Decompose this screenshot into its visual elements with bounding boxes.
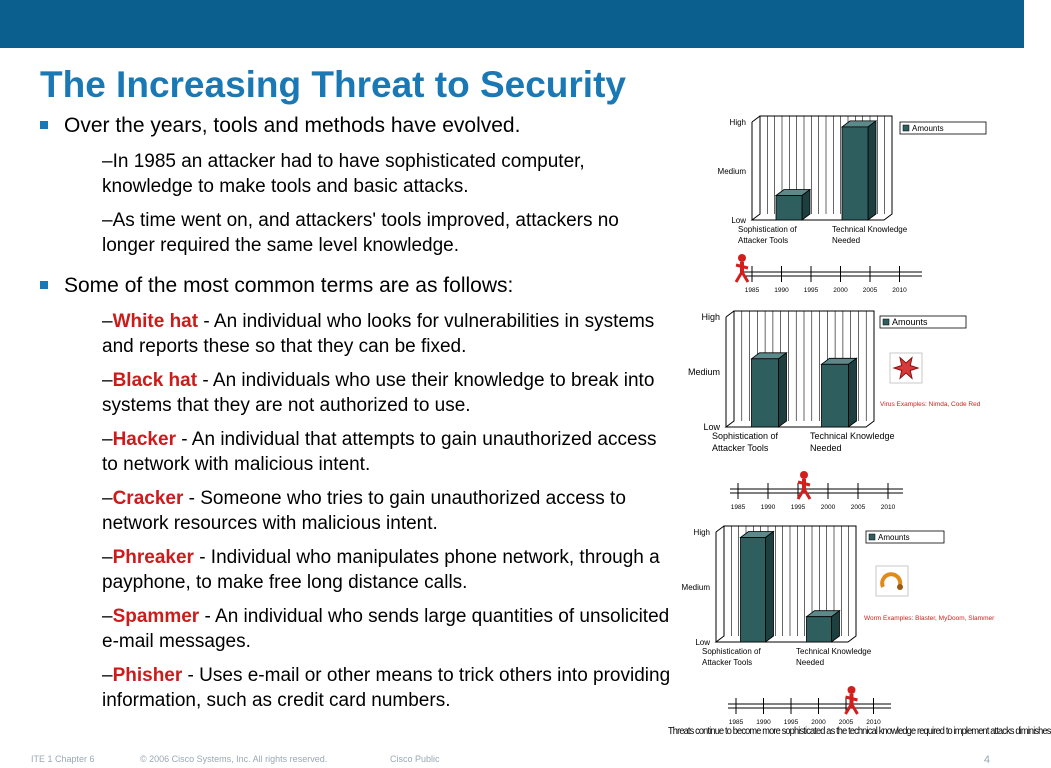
term-description: - An individual who sends large quantities of unsolicited e-mail messages. (102, 606, 670, 652)
timeline-year-label: 1990 (760, 504, 776, 511)
bar-side (832, 611, 840, 642)
term-name: Black hat (112, 370, 198, 391)
term-description: - Individual who manipulates phone network, through a payphone, to make free long distance calls. (102, 547, 660, 593)
chart-recent (670, 526, 1010, 726)
legend-swatch (903, 125, 909, 131)
legend-label: Amounts (912, 124, 944, 133)
slide-body (40, 112, 670, 722)
example-text: Virus Examples: Nimda, Code Red (880, 401, 981, 408)
term-black-hat: –Black hat - An individuals who use their knowledge to break into systems that they are not authorized to use. (102, 370, 655, 416)
footer-course: ITE 1 Chapter 6 (31, 754, 95, 764)
bar (752, 359, 779, 427)
term-description: - An individual that attempts to gain unauthorized access to network with malicious intent. (102, 429, 657, 475)
bullet-text: Some of the most common terms are as follows: (64, 274, 514, 297)
timeline-year-label: 1985 (728, 719, 744, 726)
attacker-person-icon (736, 254, 748, 282)
timeline-year-label: 2010 (880, 504, 896, 511)
term-cracker: –Cracker - Someone who tries to gain unauthorized access to network resources with malicious intent. (102, 488, 626, 534)
timeline-year-label: 2010 (866, 719, 881, 726)
timeline-year-label: 1995 (803, 287, 819, 294)
x-category-label: Attacker Tools (738, 236, 789, 245)
x-category-label: Technical Knowledge (832, 225, 908, 234)
timeline-year-label: 2000 (820, 504, 836, 511)
wall-edge (726, 311, 734, 317)
bar-side (766, 532, 774, 643)
x-category-label: Needed (796, 658, 825, 667)
timeline-year-label: 2000 (833, 287, 848, 294)
term-name: Spammer (112, 606, 200, 627)
bar-side (779, 353, 787, 427)
timeline-year-label: 1985 (744, 287, 760, 294)
term-name: Hacker (112, 429, 176, 450)
timeline-year-label: 1990 (756, 719, 771, 726)
footer (0, 752, 1024, 768)
timeline-year-label: 2005 (838, 719, 854, 726)
legend-label: Amounts (878, 533, 910, 542)
x-category-label: Sophistication of (712, 431, 779, 441)
y-tick-label: Medium (681, 583, 710, 592)
bar-side (849, 358, 857, 427)
term-phisher: –Phisher - Uses e-mail or other means to trick others into providing information, such as credit card numbers. (102, 665, 671, 711)
x-category-label: Sophistication of (738, 225, 797, 234)
y-tick-label: Low (703, 422, 720, 432)
legend-label: Amounts (892, 317, 928, 327)
term-description: - Uses e-mail or other means to trick others into providing information, such as credit card numbers. (102, 665, 671, 711)
footer-classification: Cisco Public (390, 754, 440, 764)
bullet-2 (40, 272, 670, 299)
bullet-square-icon (40, 121, 48, 129)
x-category-label: Sophistication of (702, 647, 761, 656)
term-name: Phreaker (112, 547, 194, 568)
y-tick-label: High (701, 312, 720, 322)
bar (842, 127, 868, 220)
legend-swatch (869, 534, 875, 540)
term-description: - Someone who tries to gain unauthorized access to network resources with malicious intent. (102, 488, 626, 534)
x-category-label: Attacker Tools (712, 443, 769, 453)
legend-swatch (883, 319, 889, 325)
example-text: Worm Examples: Blaster, MyDoom, Slammer (864, 615, 995, 622)
y-tick-label: Medium (687, 367, 720, 377)
timeline-year-label: 1995 (783, 719, 799, 726)
attacker-person-icon (846, 686, 858, 714)
x-category-label: Technical Knowledge (810, 431, 895, 441)
sub-bullet-1985: –In 1985 an attacker had to have sophisticated computer, knowledge to make tools and basic attacks. (102, 151, 585, 197)
term-hacker: –Hacker - An individual that attempts to gain unauthorized access to network with malicious intent. (102, 429, 657, 475)
timeline-year-label: 1990 (774, 287, 789, 294)
slide-title: The Increasing Threat to Security (40, 64, 626, 105)
timeline-year-label: 2005 (850, 504, 866, 511)
bullet-text: Over the years, tools and methods have evolved. (64, 114, 521, 137)
attacker-person-icon (798, 471, 810, 499)
term-spammer: –Spammer - An individual who sends large quantities of unsolicited e-mail messages. (102, 606, 670, 652)
y-tick-label: Low (731, 216, 746, 225)
term-white-hat: –White hat - An individual who looks for vulnerabilities in systems and reports these so that they can be fixed. (102, 311, 655, 357)
y-tick-label: Medium (717, 167, 746, 176)
worm-head-icon (897, 584, 903, 590)
wall-edge (716, 526, 724, 532)
y-tick-label: High (729, 118, 746, 127)
timeline-year-label: 2005 (862, 287, 878, 294)
chart-mid-period (680, 311, 1010, 511)
chart-1985 (704, 116, 1004, 298)
wall-edge (752, 116, 760, 122)
bar-side (868, 121, 876, 220)
bar (741, 538, 766, 643)
bar (807, 617, 832, 642)
bar (776, 196, 802, 221)
timeline-year-label: 1985 (730, 504, 746, 511)
term-phreaker: –Phreaker - Individual who manipulates phone network, through a payphone, to make free long distance calls. (102, 547, 660, 593)
timeline-year-label: 1995 (790, 504, 806, 511)
term-name: White hat (112, 311, 199, 332)
bullet-1 (40, 112, 670, 139)
term-description: - An individuals who use their knowledge to break into systems that they are not authorized to use. (102, 370, 655, 416)
y-tick-label: Low (695, 638, 710, 647)
bar (822, 364, 849, 427)
bullet-square-icon (40, 281, 48, 289)
x-category-label: Needed (810, 443, 842, 453)
x-category-label: Technical Knowledge (796, 647, 872, 656)
chart-caption: Threats continue to become more sophisticated as the technical knowledge required to implement attacks diminishes (668, 726, 1051, 737)
y-tick-label: High (693, 528, 710, 537)
x-category-label: Attacker Tools (702, 658, 753, 667)
timeline-year-label: 2000 (811, 719, 826, 726)
timeline-year-label: 2010 (892, 287, 907, 294)
top-banner (0, 0, 1024, 48)
sub-bullet-tools-improved: –As time went on, and attackers' tools improved, attackers no longer required the same level knowledge. (102, 210, 619, 256)
term-name: Phisher (112, 665, 183, 686)
footer-copyright: © 2006 Cisco Systems, Inc. All rights reserved. (140, 754, 328, 764)
page-number: 4 (983, 754, 990, 766)
term-description: - An individual who looks for vulnerabilities in systems and reports these so that they can be fixed. (102, 311, 655, 357)
term-name: Cracker (112, 488, 184, 509)
x-category-label: Needed (832, 236, 861, 245)
